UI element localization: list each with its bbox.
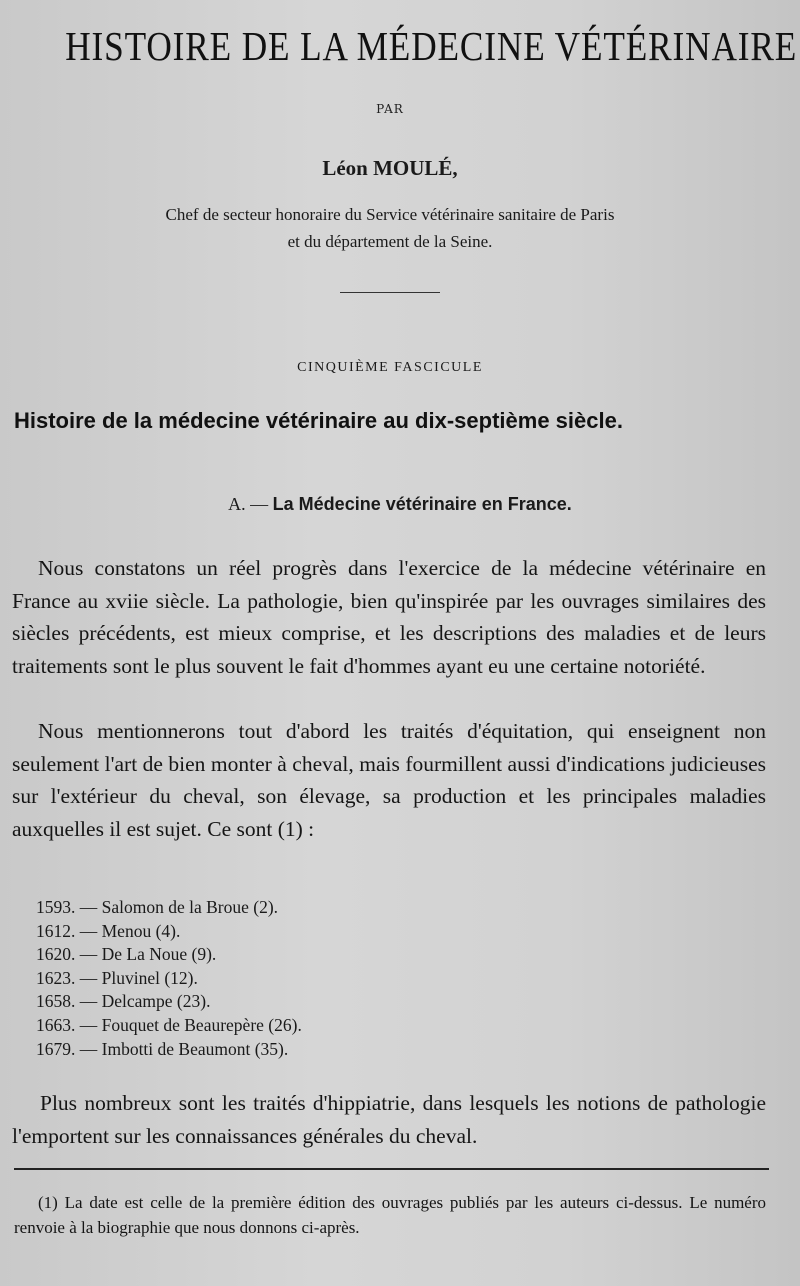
document-subtitle: Histoire de la médecine vétérinaire au dix-septième siècle. bbox=[14, 408, 623, 433]
author-name: Léon MOULÉ, bbox=[322, 156, 458, 180]
list-item: 1593. — Salomon de la Broue (2). bbox=[36, 897, 279, 917]
list-item: 1623. — Pluvinel (12). bbox=[36, 967, 198, 988]
fascicule-label: CINQUIÈME FASCICULE bbox=[297, 360, 483, 375]
section-heading bbox=[0, 494, 800, 515]
treatise-list bbox=[36, 896, 302, 1061]
list-item: 1658. — Delcampe (23). bbox=[36, 991, 211, 1012]
list-item: 1620. — De La Noue (9). bbox=[36, 944, 217, 965]
author-affiliation-line1: Chef de secteur honoraire du Service vétérinaire sanitaire de Paris bbox=[165, 205, 615, 224]
paragraph-2: Nous mentionnerons tout d'abord les traités d'équitation, qui enseignent non seulement l'art de bien monter à cheval, mais fourmillent aussi d'indications judicieuses sur l'extérieur du cheval, son élevage, sa production et les principales maladies auxquelles il est sujet. Ce sont (1) : bbox=[12, 719, 766, 841]
paragraph-1: Nous constatons un réel progrès dans l'exercice de la médecine vétérinaire en France au xviie siècle. La pathologie, bien qu'inspirée par les ouvrages similaires des siècles précédents, est mieux comprise, et les descriptions des maladies et de leurs traitements sont le plus souvent le fait d'hommes ayant eu une certaine notoriété. bbox=[12, 556, 766, 678]
list-item: 1679. — Imbotti de Beaumont (35). bbox=[36, 1038, 289, 1059]
author-affiliation-line2: et du département de la Seine. bbox=[287, 232, 493, 251]
separator-rule bbox=[340, 292, 440, 293]
footnote-rule bbox=[14, 1168, 769, 1170]
document-title: HISTOIRE DE LA MÉDECINE VÉTÉRINAIRE bbox=[65, 23, 798, 69]
section-title: La Médecine vétérinaire en France. bbox=[272, 494, 572, 514]
list-item: 1612. — Menou (4). bbox=[36, 920, 181, 941]
list-item: 1663. — Fouquet de Beaurepère (26). bbox=[36, 1014, 302, 1035]
by-label: PAR bbox=[376, 102, 404, 116]
section-letter: A. — bbox=[228, 494, 269, 514]
footnote: (1) La date est celle de la première édition des ouvrages publiés par les auteurs ci-dessus. Le numéro renvoie à la biographie que nous donnons ci-après. bbox=[14, 1193, 766, 1237]
paragraph-3: Plus nombreux sont les traités d'hippiatrie, dans lesquels les notions de pathologie l'emportent sur les connaissances générales du cheval. bbox=[12, 1091, 766, 1148]
